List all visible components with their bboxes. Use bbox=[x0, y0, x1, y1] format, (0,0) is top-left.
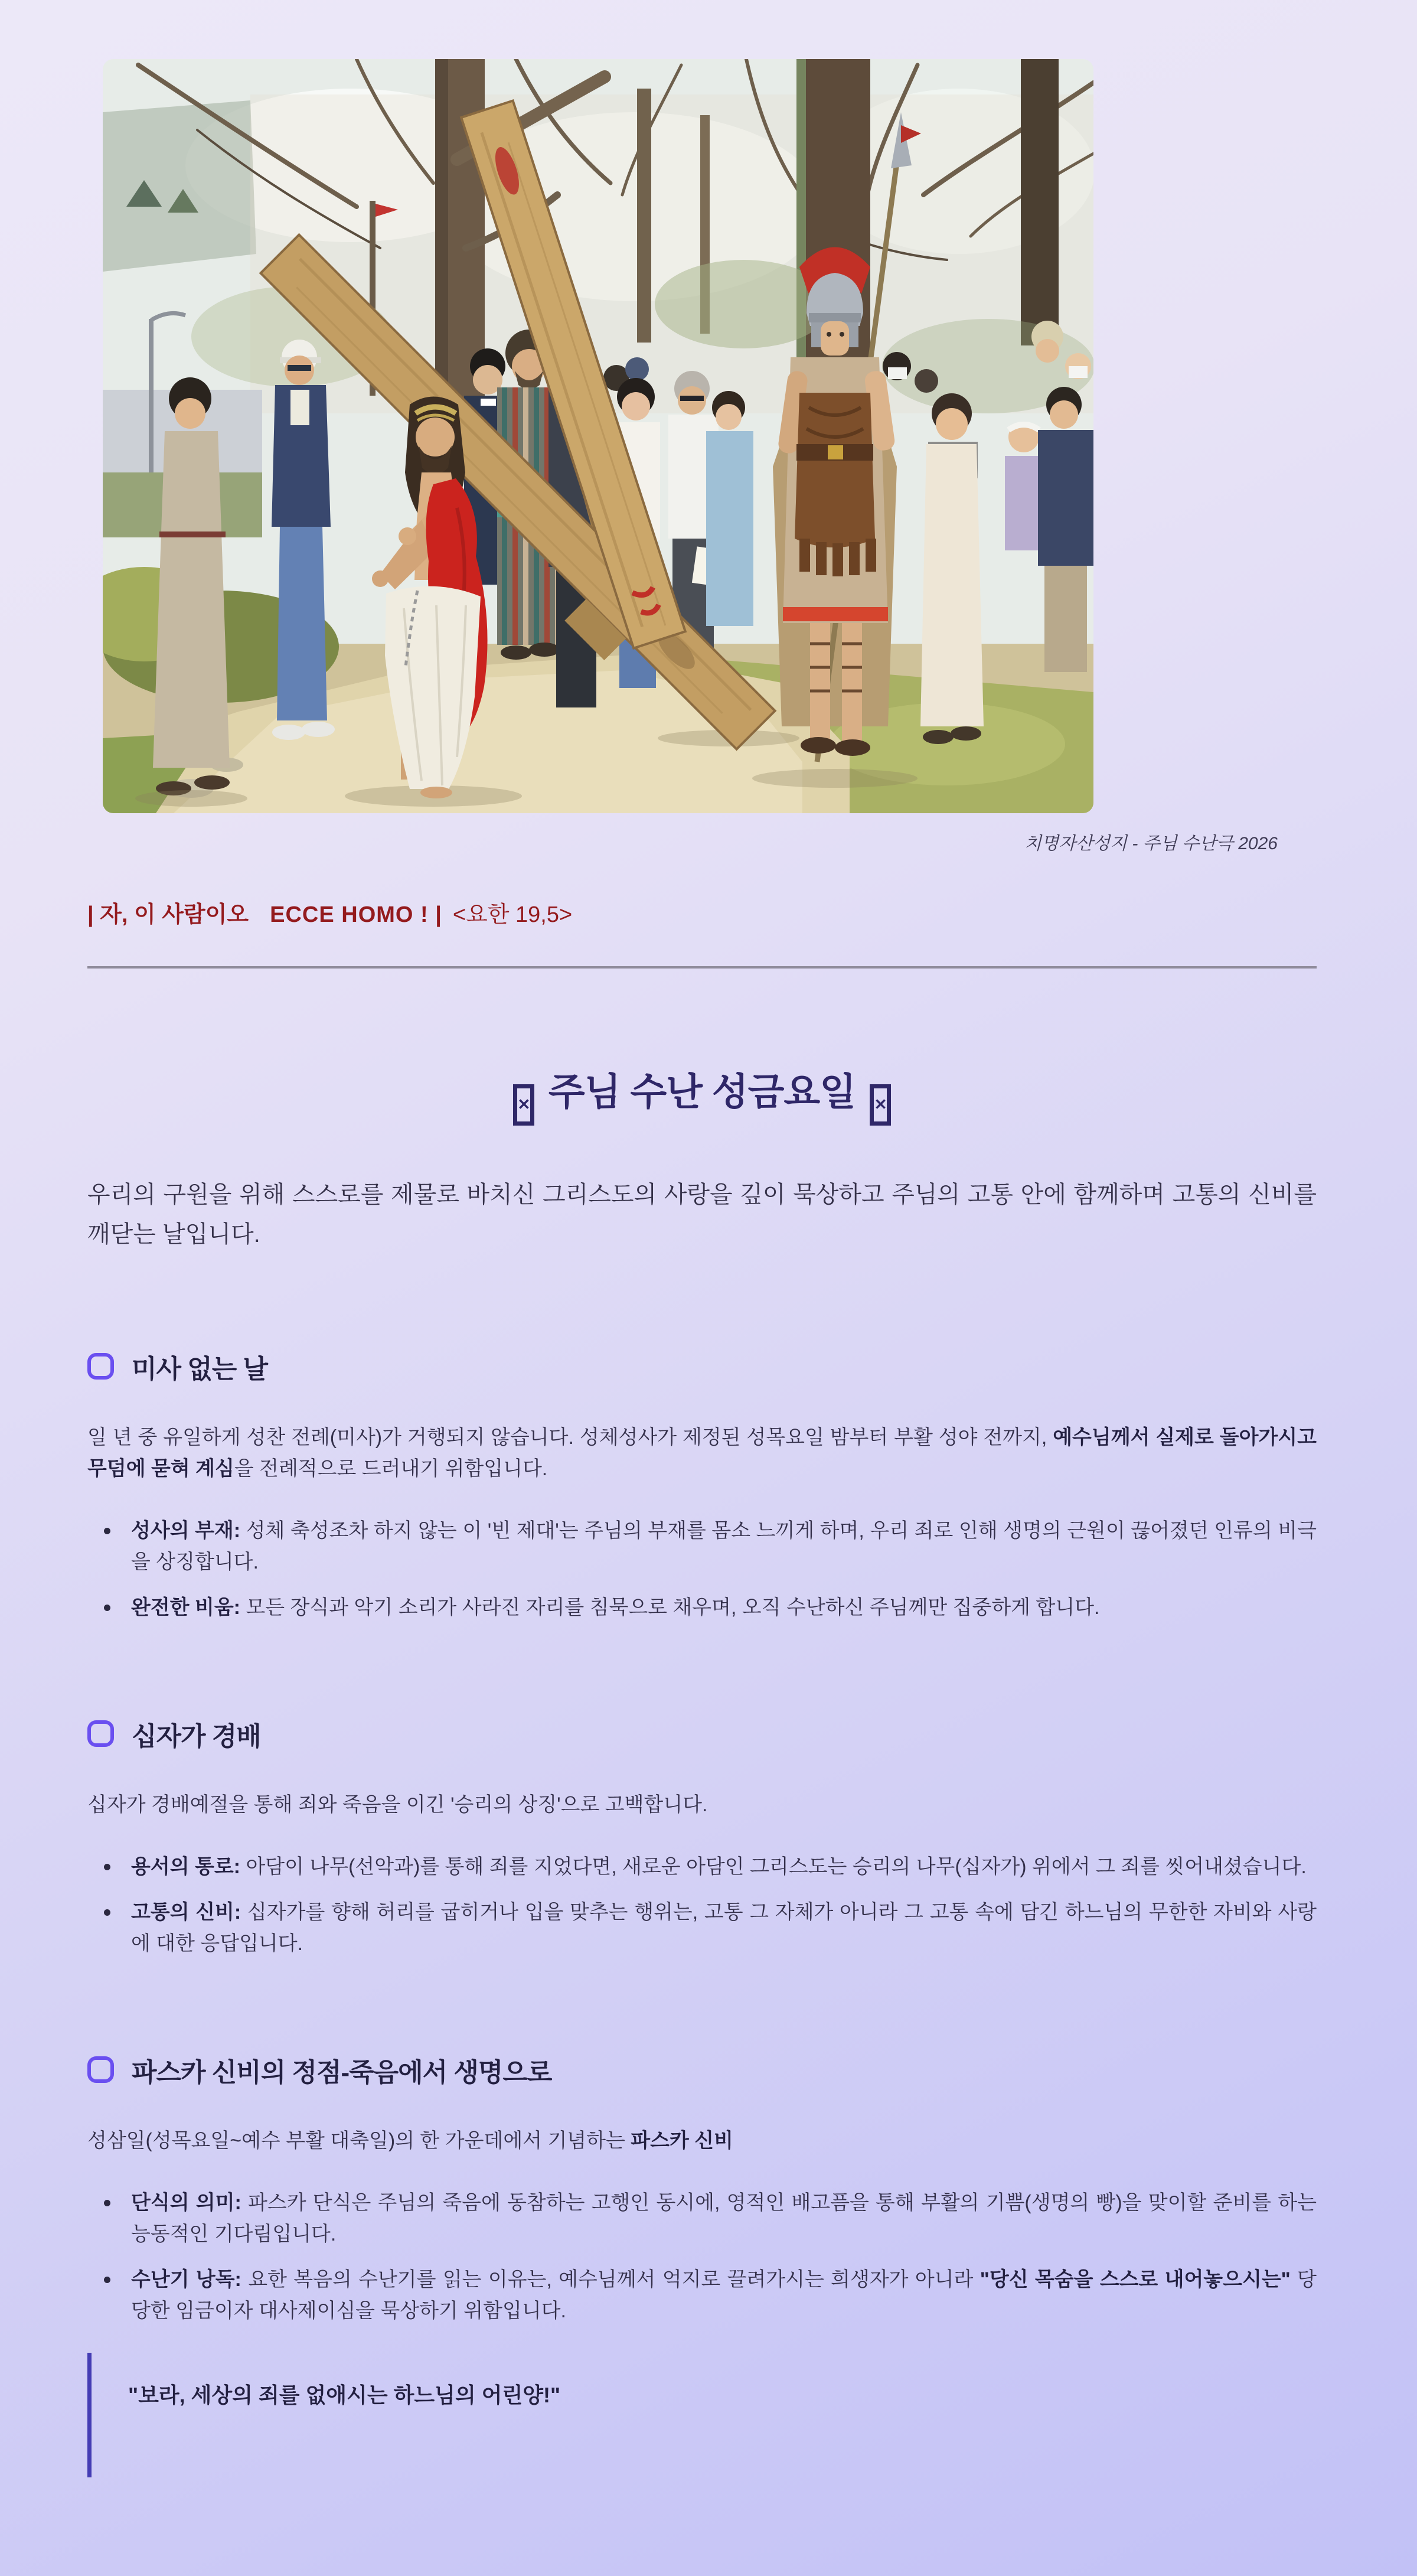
divider-line bbox=[87, 966, 1317, 969]
verse-korean: | 자, 이 사람이오 bbox=[87, 902, 249, 927]
section-marker-icon bbox=[87, 2056, 114, 2083]
section-heading-row bbox=[87, 1715, 1317, 1753]
list-item bbox=[87, 2187, 1317, 2250]
section-heading: 미사 없는 날 bbox=[132, 1354, 267, 1384]
section-heading: 십자가 경배 bbox=[132, 1721, 261, 1751]
bullet-list bbox=[87, 2187, 1317, 2327]
list-item bbox=[87, 1515, 1317, 1578]
section-cross-veneration bbox=[87, 1715, 1317, 1959]
page-content bbox=[87, 59, 1317, 2477]
list-item-text: 용서의 통로: 아담이 나무(선악과)를 통해 죄를 지었다면, 새로운 아담인 그리스도는 승리의 나무(십자가) 위에서 그 죄를 씻어내셨습니다. bbox=[131, 1855, 1307, 1878]
scripture-quote-text: "보라, 세상의 죄를 없애시는 하느님의 어린양!" bbox=[128, 2382, 561, 2407]
section-heading-row bbox=[87, 1348, 1317, 1385]
verse-line bbox=[87, 896, 1317, 928]
scripture-quote bbox=[87, 2353, 1317, 2477]
bullet-dot-icon bbox=[104, 1528, 110, 1534]
bullet-dot-icon bbox=[104, 2277, 110, 2283]
missing-glyph-box-icon: ✕ bbox=[513, 1084, 534, 1126]
list-item-text: 완전한 비움: 모든 장식과 악기 소리가 사라진 자리를 침묵으로 채우며, 오직 수난하신 주님께만 집중하게 합니다. bbox=[131, 1596, 1100, 1619]
list-item bbox=[87, 1851, 1317, 1883]
bullet-list bbox=[87, 1851, 1317, 1959]
bullet-list bbox=[87, 1515, 1317, 1623]
section-body: 일 년 중 유일하게 성찬 전례(미사)가 거행되지 않습니다. 성체성사가 제정된 성목요일 밤부터 부활 성야 전까지, 예수님께서 실제로 돌아가시고 무덤에 묻혀 계심을 전례적으로 드러내기 위함입니다. bbox=[87, 1426, 1317, 1480]
section-body: 성삼일(성목요일~예수 부활 대축일)의 한 가운데에서 기념하는 파스카 신비 bbox=[87, 2129, 733, 2152]
section-no-mass bbox=[87, 1348, 1317, 1623]
list-item bbox=[87, 1897, 1317, 1959]
list-item-text: 성사의 부재: 성체 축성조차 하지 않는 이 '빈 제대'는 주님의 부재를 몸소 느끼게 하며, 우리 죄로 인해 생명의 근원이 끊어졌던 인류의 비극을 상징합니다. bbox=[131, 1519, 1317, 1573]
list-item bbox=[87, 2264, 1317, 2327]
bullet-dot-icon bbox=[104, 2200, 110, 2206]
section-heading: 파스카 신비의 정점-죽음에서 생명으로 bbox=[132, 2057, 552, 2087]
list-item bbox=[87, 1592, 1317, 1623]
bullet-dot-icon bbox=[104, 1605, 110, 1611]
bullet-dot-icon bbox=[104, 1864, 110, 1870]
photo-caption: 치명자산성지 - 주님 수난극 2026 bbox=[1024, 834, 1278, 853]
list-item-text: 단식의 의미: 파스카 단식은 주님의 죽음에 동참하는 고행인 동시에, 영적인 배고픔을 통해 부활의 기쁨(생명의 빵)을 맞이할 준비를 하는 능동적인 기다림입니다. bbox=[131, 2191, 1317, 2245]
passion-play-photo bbox=[103, 59, 1093, 813]
intro-paragraph: 우리의 구원을 위해 스스로를 제물로 바치신 그리스도의 사랑을 깊이 묵상하고 주님의 고통 안에 함께하며 고통의 신비를 깨닫는 날입니다. bbox=[87, 1181, 1317, 1247]
passion-play-photo-art bbox=[103, 59, 1093, 813]
verse-reference: <요한 19,5> bbox=[452, 902, 573, 927]
section-heading-row bbox=[87, 2051, 1317, 2089]
section-paschal-mystery bbox=[87, 2051, 1317, 2327]
section-marker-icon bbox=[87, 1720, 114, 1747]
section-body: 십자가 경배예절을 통해 죄와 죽음을 이긴 '승리의 상징'으로 고백합니다. bbox=[87, 1793, 708, 1816]
list-item-text: 수난기 낭독: 요한 복음의 수난기를 읽는 이유는, 예수님께서 억지로 끌려가시는 희생자가 아니라 "당신 목숨을 스스로 내어놓으시는" 당당한 임금이자 대사제이심을 묵상하기 위함입니다. bbox=[131, 2268, 1317, 2322]
verse-latin: ECCE HOMO ! | bbox=[270, 902, 442, 927]
list-item-text: 고통의 신비: 십자가를 향해 허리를 굽히거나 입을 맞추는 행위는, 고통 그 자체가 아니라 그 고통 속에 담긴 하느님의 무한한 자비와 사랑에 대한 응답입니다. bbox=[131, 1900, 1317, 1955]
section-marker-icon bbox=[87, 1353, 114, 1380]
bullet-dot-icon bbox=[104, 1909, 110, 1916]
page-title-text: 주님 수난 성금요일 bbox=[548, 1071, 856, 1113]
page-title bbox=[87, 1062, 1317, 1126]
missing-glyph-box-icon: ✕ bbox=[870, 1084, 891, 1126]
